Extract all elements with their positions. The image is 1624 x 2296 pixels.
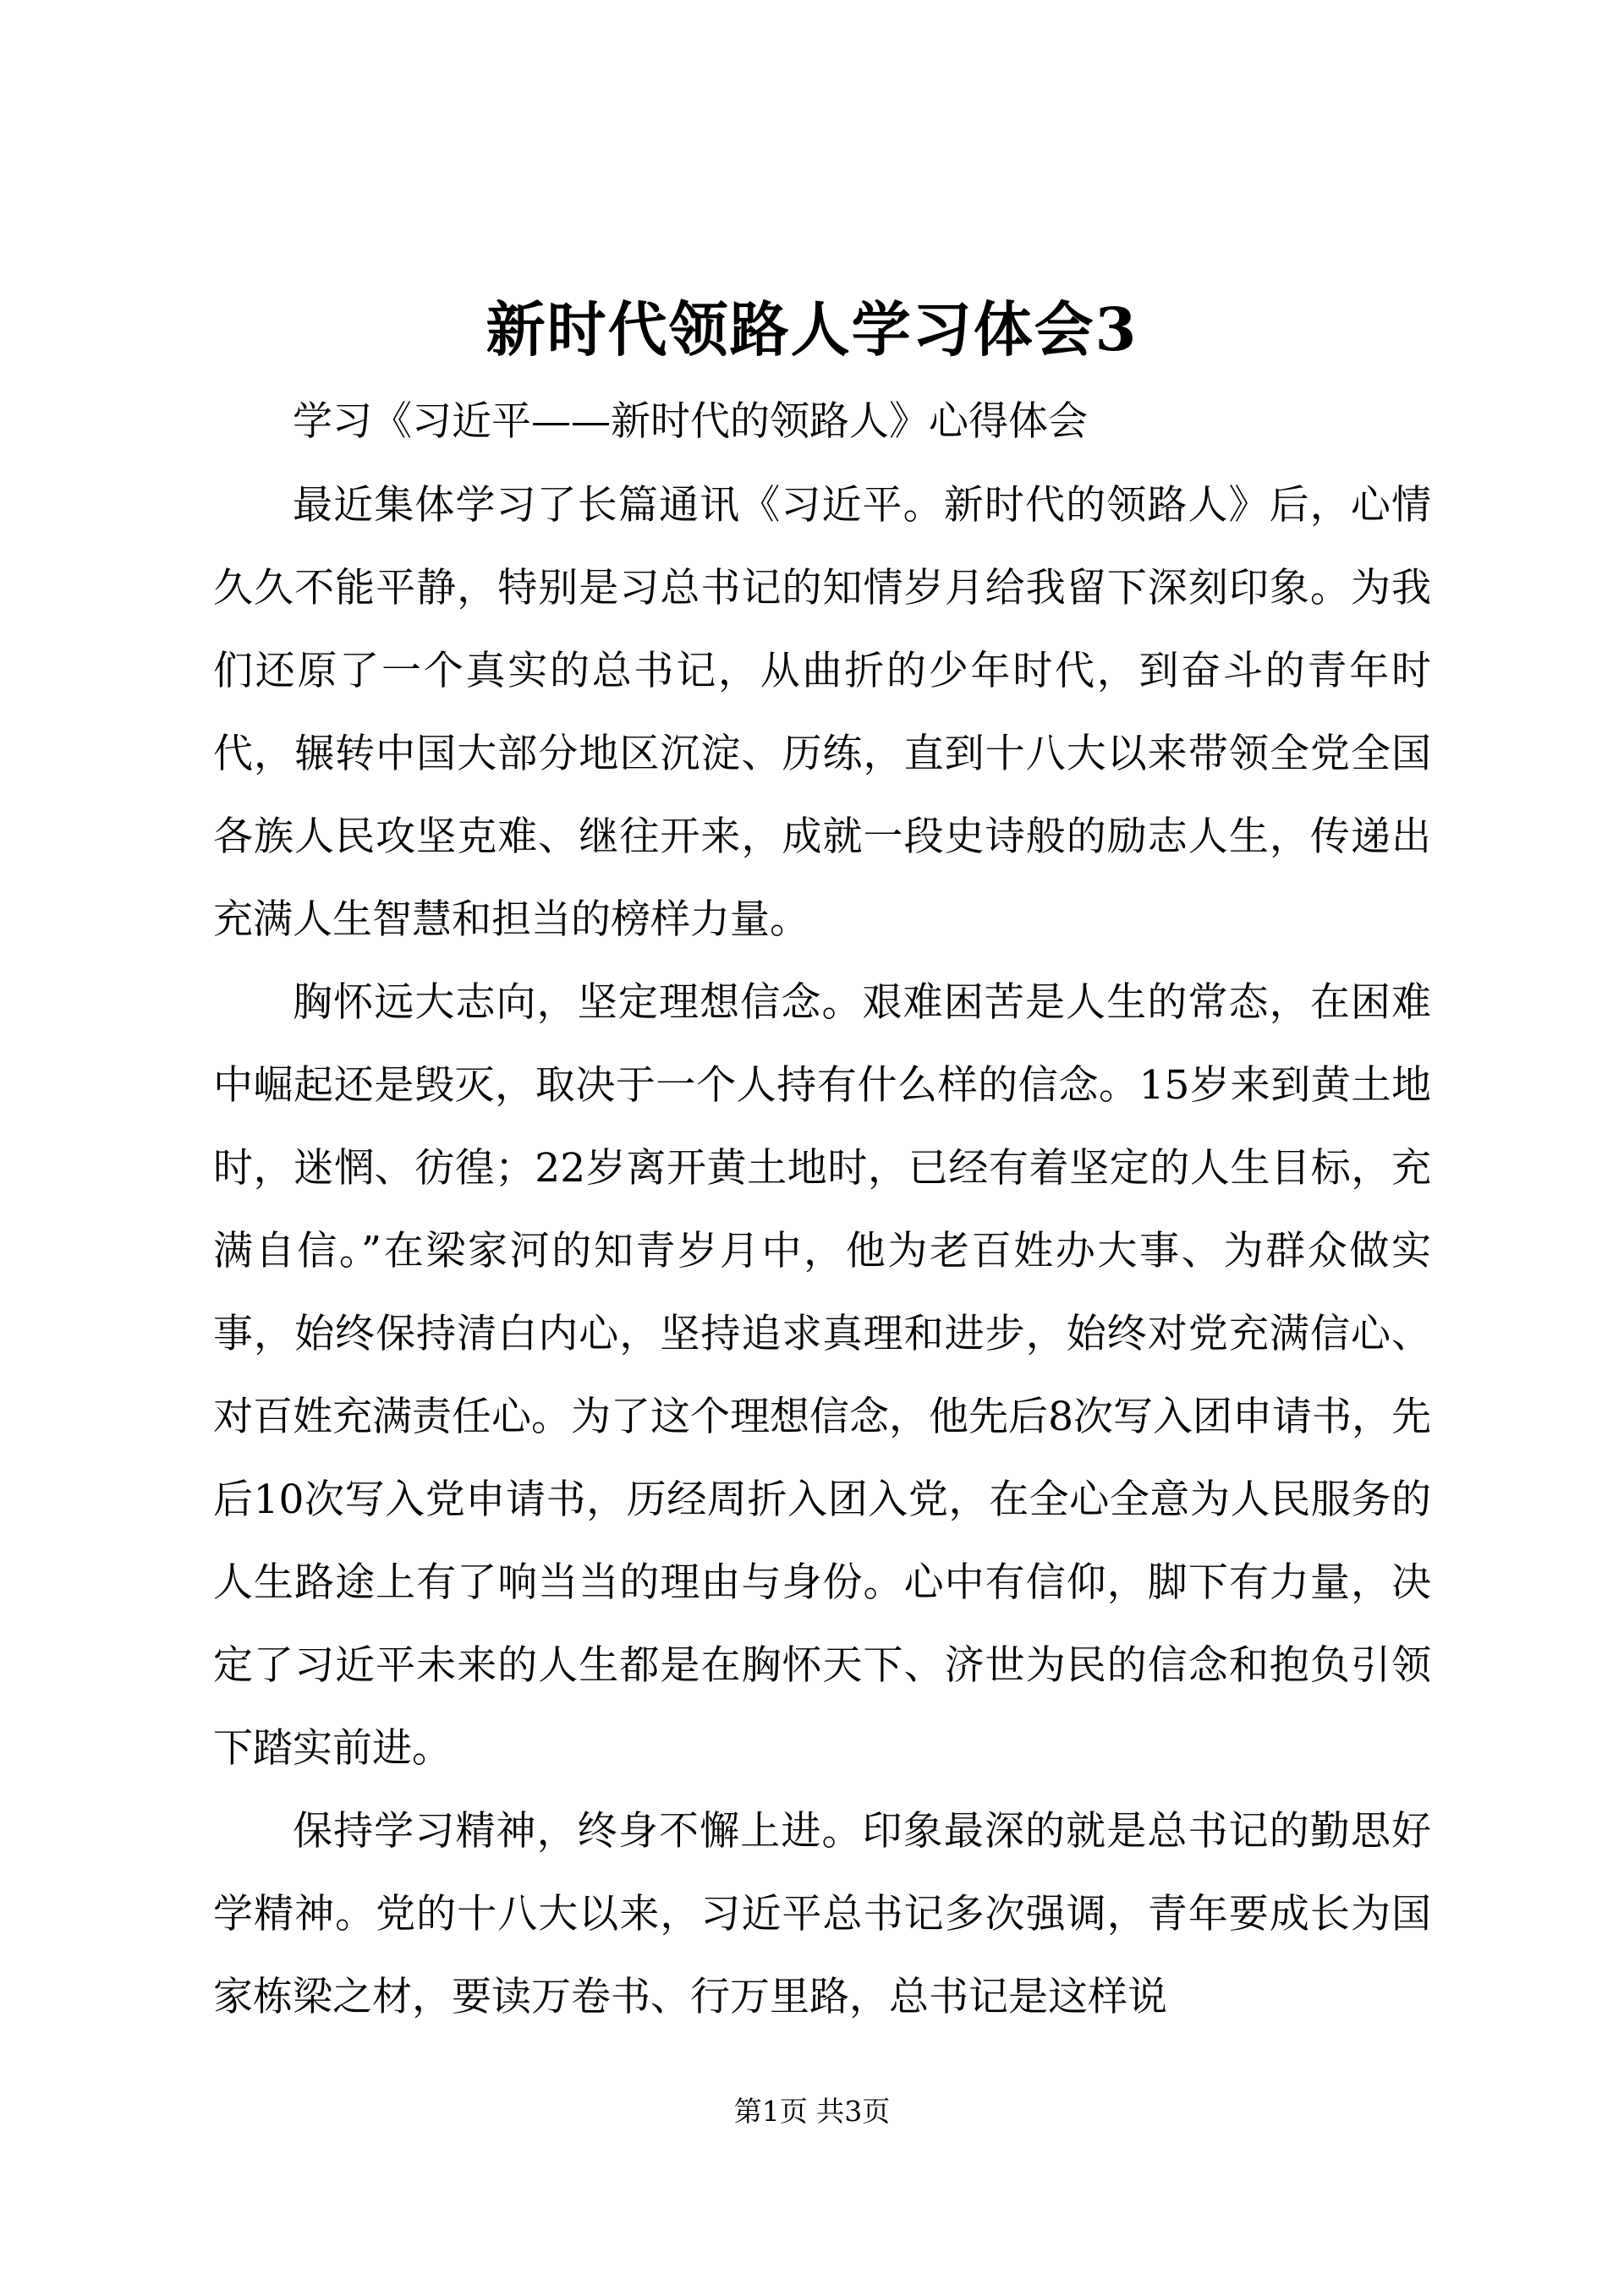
body-paragraph-1: 最近集体学习了长篇通讯《习近平。新时代的领路人》后，心情久久不能平静，特别是习总书记的知情岁月给我留下深刻印象。为我们还原了一个真实的总书记，从曲折的少年时代，到奋斗的青年时代，辗转中国大部分地区沉淀、历练，直到十八大以来带领全党全国各族人民攻坚克难、继往开来，成就一段史诗般的励志人生，传递出充满人生智慧和担当的榜样力量。 <box>213 482 1431 943</box>
body-paragraph-2: 胸怀远大志向，坚定理想信念。艰难困苦是人生的常态，在困难中崛起还是毁灭，取决于一个人持有什么样的信念。15岁来到黄土地时，迷惘、彷徨；22岁离开黄土地时，已经有着坚定的人生目标，充满自信。”在梁家河的知青岁月中，他为老百姓办大事、为群众做实事，始终保持清白内心，坚持追求真理和进步，始终对党充满信心、对百姓充满责任心。为了这个理想信念，他先后8次写入团申请书，先后10次写入党申请书，历经周折入团入党，在全心全意为人民服务的人生路途上有了响当当的理由与身份。心中有信仰，脚下有力量，决定了习近平未来的人生都是在胸怀天下、济世为民的信念和抱负引领下踏实前进。 <box>213 979 1431 1772</box>
page-number-footer: 第1页 共3页 <box>733 2095 891 2128</box>
body-paragraph-3: 保持学习精神，终身不懈上进。印象最深的就是总书记的勤思好学精神。党的十八大以来，习近平总书记多次强调，青年要成长为国家栋梁之材，要读万卷书、行万里路，总书记是这样说 <box>213 1808 1431 2020</box>
document-title: 新时代领路人学习体会3 <box>486 294 1138 364</box>
document-subtitle: 学习《习近平——新时代的领路人》心得体会 <box>293 398 1088 445</box>
document-body <box>213 381 1431 2039</box>
